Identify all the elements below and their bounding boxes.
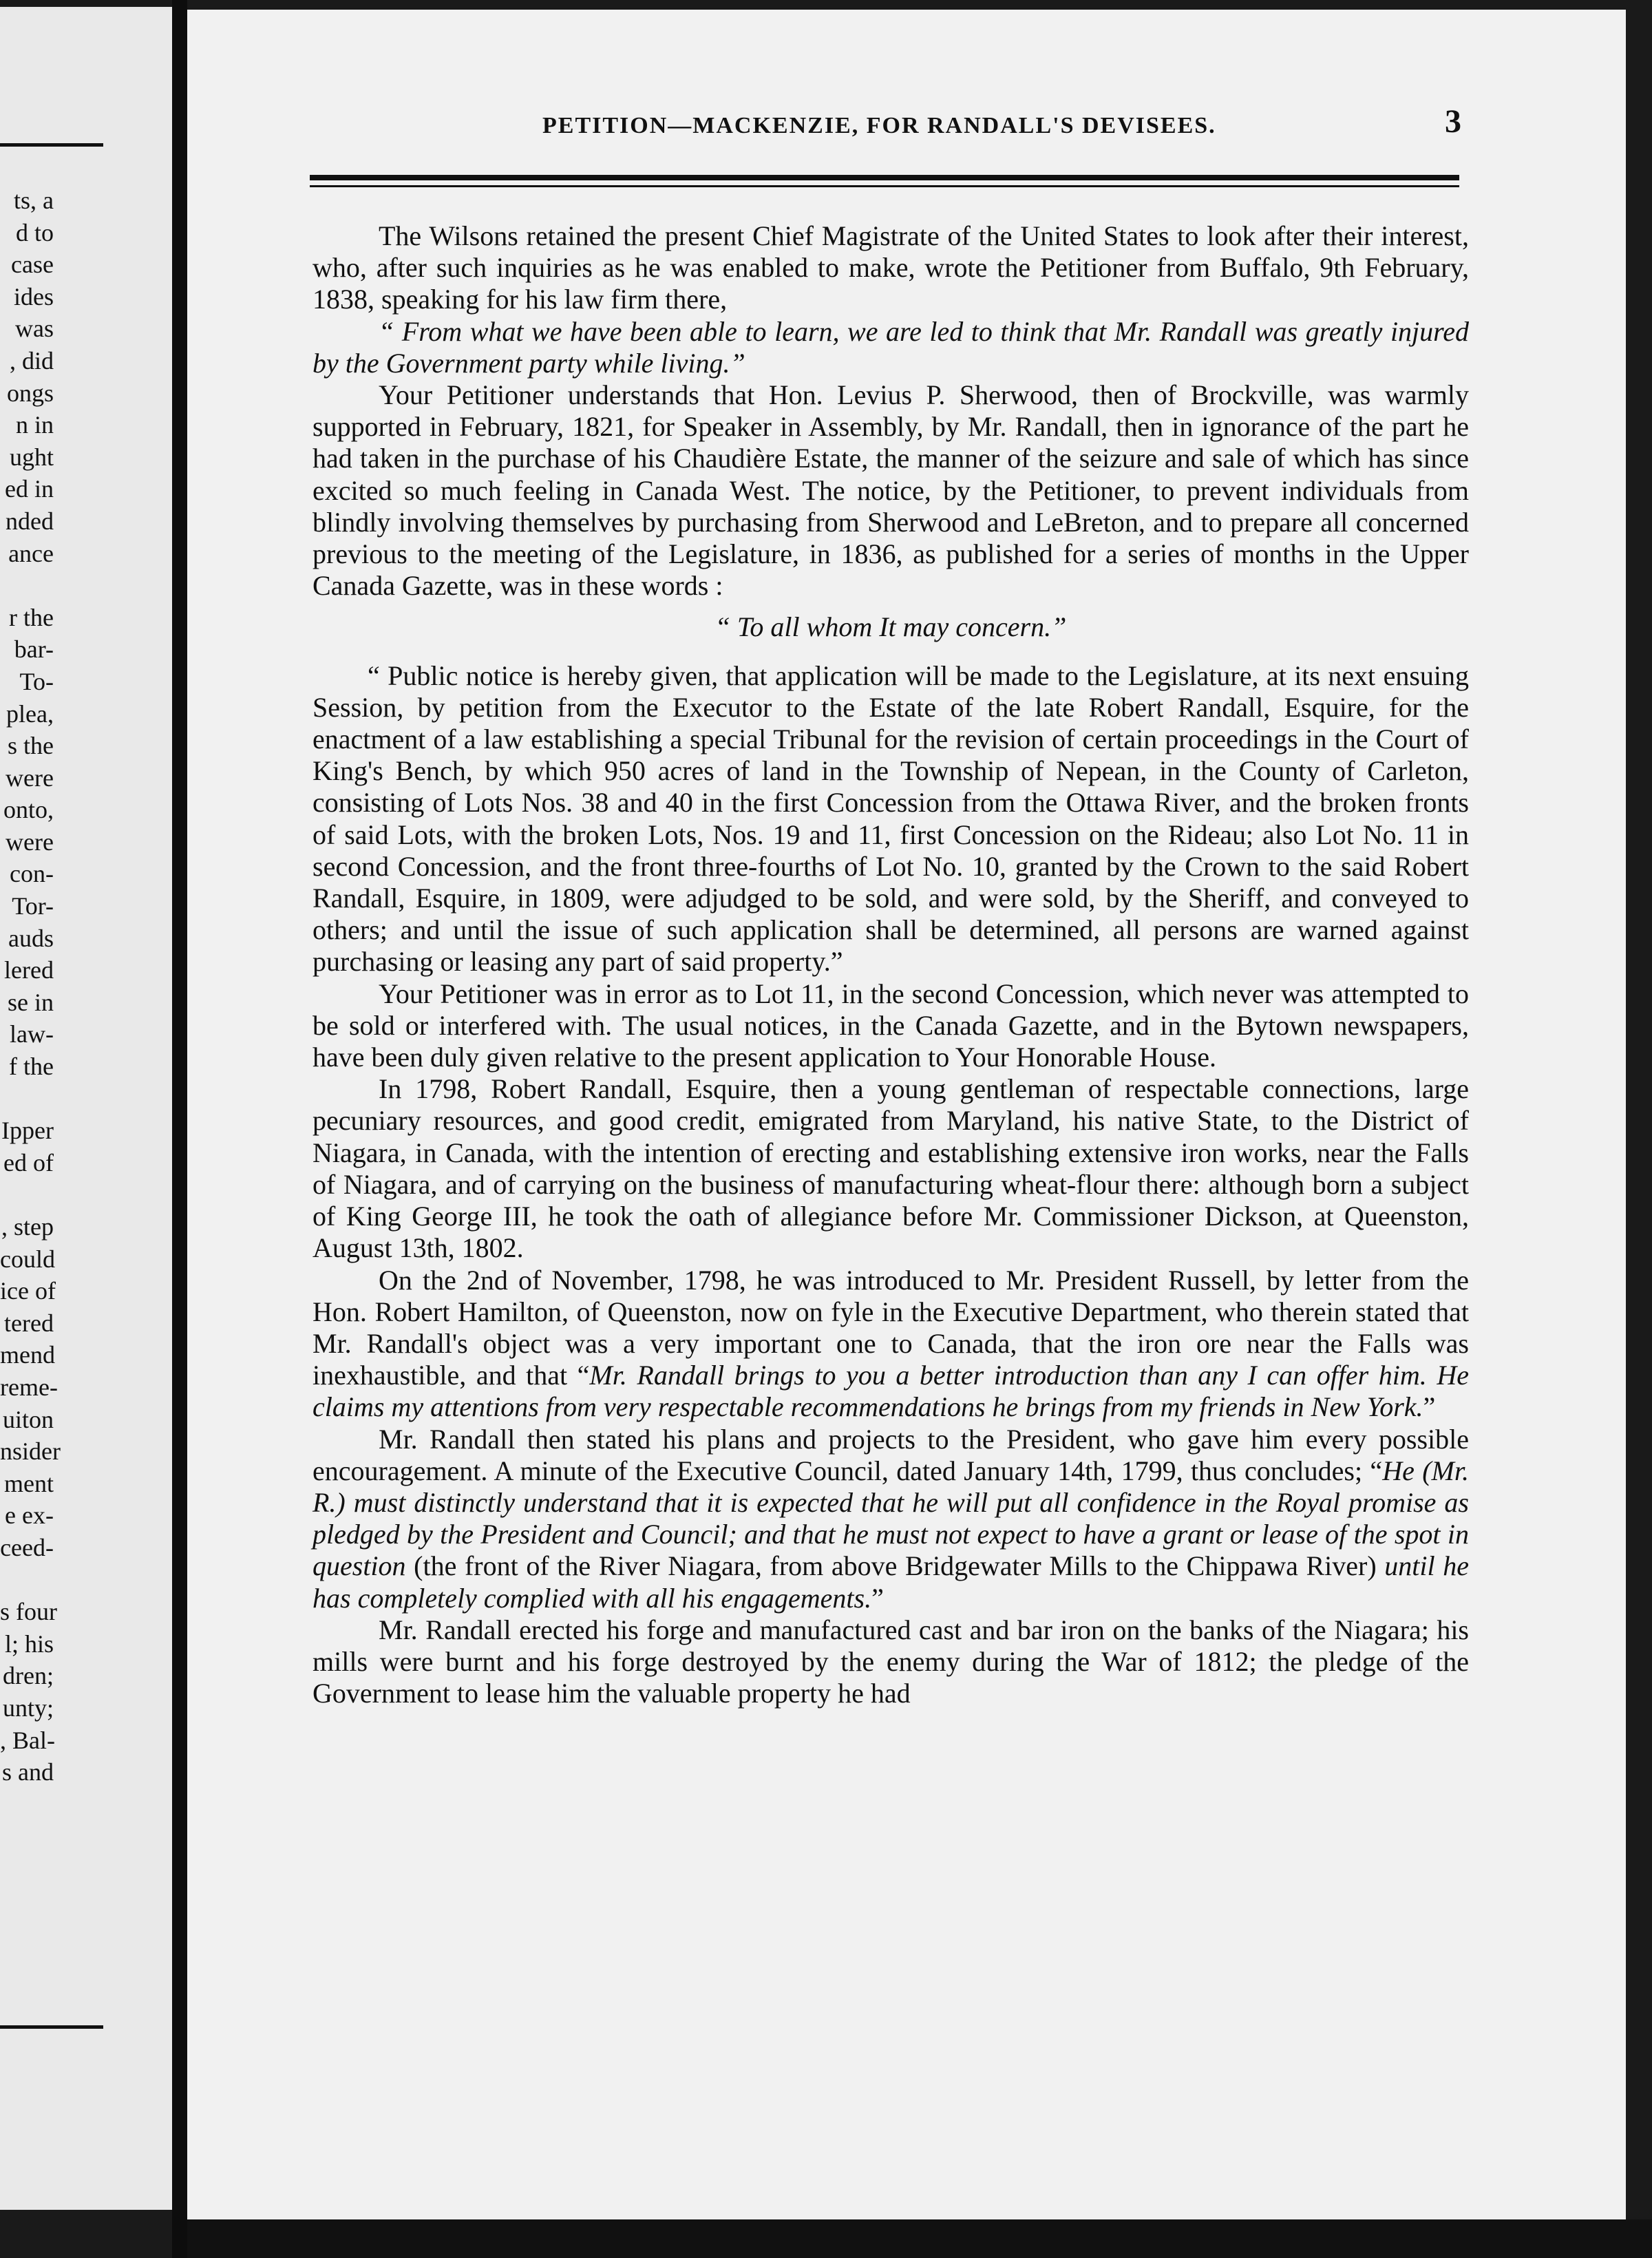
header-rule bbox=[310, 175, 1459, 180]
previous-page-text bbox=[0, 184, 61, 1789]
previous-page-line: , step bbox=[1, 1213, 54, 1241]
previous-page-line: s four bbox=[0, 1598, 57, 1626]
book-gutter bbox=[172, 0, 187, 2258]
previous-page-line: n in bbox=[15, 411, 54, 439]
previous-page-line: ment bbox=[4, 1469, 54, 1497]
paragraph-text: (the front of the River Niagara, from above Bridgewater Mills to the Chippawa River) bbox=[405, 1550, 1385, 1582]
previous-page-line: ed of bbox=[3, 1148, 54, 1177]
quotation-text: He (Mr. R.) must distinctly understand that it is expected that he will put all confidence in the Royal promise as pledged by the President and Council; and that he must not expect to have a grant or lease of the spot in question bbox=[313, 1455, 1469, 1582]
previous-page-line bbox=[0, 569, 54, 602]
previous-page-line: To- bbox=[19, 667, 54, 695]
previous-page-line bbox=[0, 1564, 54, 1596]
previous-page-line: lered bbox=[4, 956, 54, 984]
book-page bbox=[187, 10, 1626, 2219]
public-notice: “ Public notice is hereby given, that application will be made to the Legislature, at its next ensuing Session, by petition from the Executor to the Estate of the late Robert Randall, Esquire, for the enactment of a law establishing a special Tribunal for the revision of certain proceedings in the Court of King's Bench, by which 950 acres of land in the Township of Nepean, in the County of Carleton, consisting of Lots Nos. 38 and 40 in the first Concession from the Ottawa River, and the broken fronts of said Lots, with the broken Lots, Nos. 19 and 11, first Concession on the Rideau; also Lot No. 11 in second Concession, and the front three-fourths of Lot No. 10, granted by the Crown to the said Robert Randall, Esquire, in 1809, were adjudged to be sold, and were sold, by the Sheriff, and conveyed to others; and until the issue of such application shall be determined, all persons are warned against purchasing or leasing any part of said property.” bbox=[313, 660, 1469, 978]
previous-page-line: ceed- bbox=[0, 1533, 54, 1561]
page-number: 3 bbox=[1445, 103, 1461, 140]
previous-page-rule bbox=[0, 2025, 103, 2029]
previous-page-line: s the bbox=[8, 732, 54, 760]
previous-page-line: dren; bbox=[3, 1662, 54, 1690]
previous-page-line: nded bbox=[6, 507, 54, 535]
paragraph: In 1798, Robert Randall, Esquire, then a young gentleman of respectable connections, large pecuniary resources, and good credit, emigrated from Maryland, his native State, to the District of Niagara, in Canada, with the intention of erecting and establishing extensive iron works, near the Falls of Niagara, and of carrying on the business of manufacturing wheat-flour there: although born a subject of King George III, he took the oath of allegiance before Mr. Commissioner Dickson, at Queenston, August 13th, 1802. bbox=[313, 1073, 1469, 1264]
running-head: PETITION—MACKENZIE, FOR RANDALL'S DEVISEES. bbox=[542, 113, 1216, 138]
previous-page-line: unty; bbox=[2, 1693, 54, 1722]
previous-page-line: auds bbox=[8, 924, 54, 952]
previous-page-line: plea, bbox=[6, 699, 54, 728]
quotation-text: “ From what we have been able to learn, we are led to think that Mr. Randall was greatly injured by the Government party while living.” bbox=[313, 315, 1469, 379]
previous-page-line: e ex- bbox=[5, 1501, 54, 1530]
previous-page-line bbox=[0, 1179, 54, 1211]
quotation bbox=[313, 316, 1469, 379]
previous-page-rule bbox=[0, 143, 103, 147]
quotation-text: Mr. Randall brings to you a better introduction than any I can offer him. He claims my attentions from very respectable recommendations he brings from my friends in New York. bbox=[313, 1360, 1469, 1423]
previous-page-line: se in bbox=[8, 988, 54, 1016]
paragraph bbox=[313, 1265, 1469, 1424]
previous-page-line: law- bbox=[10, 1020, 54, 1048]
previous-page-line: uiton bbox=[2, 1405, 54, 1433]
previous-page-line: nsider bbox=[0, 1437, 61, 1466]
paragraph: The Wilsons retained the present Chief Magistrate of the United States to look after their interest, who, after such inquiries as he was enabled to make, wrote the Petitioner from Buffalo, 9th February, 1838, speaking for his law firm there, bbox=[313, 220, 1469, 315]
previous-page-line: was bbox=[15, 315, 54, 343]
previous-page-fragment bbox=[0, 7, 172, 2210]
notice-heading-text: “ To all whom It may concern.” bbox=[714, 611, 1067, 643]
previous-page-line: ongs bbox=[6, 379, 54, 407]
previous-page-line: ance bbox=[8, 539, 54, 567]
previous-page-line: ts, a bbox=[14, 187, 54, 214]
previous-page-line: , did bbox=[9, 346, 54, 374]
paragraph-text: Mr. Randall then stated his plans and projects to the President, who gave him every possible encouragement. A minute of the Executive Council, dated January 14th, 1799, thus concludes; “ bbox=[313, 1423, 1469, 1486]
previous-page-line: f the bbox=[9, 1053, 54, 1081]
scan-edge bbox=[187, 2219, 1652, 2258]
header-rule-thin bbox=[310, 185, 1459, 187]
previous-page-line: case bbox=[11, 251, 54, 279]
previous-page-line: were bbox=[6, 827, 54, 856]
previous-page-line: l; his bbox=[4, 1629, 54, 1658]
previous-page-line: d to bbox=[15, 218, 54, 246]
previous-page-line: bar- bbox=[14, 635, 54, 664]
previous-page-line: were bbox=[6, 763, 54, 792]
previous-page-line: ice of bbox=[0, 1277, 56, 1305]
paragraph bbox=[313, 1424, 1469, 1614]
paragraph: Mr. Randall erected his forge and manufactured cast and bar iron on the banks of the Niagara; his mills were burnt and his forge destroyed by the enemy during the War of 1812; the pledge of the Government to lease him the valuable property he had bbox=[313, 1614, 1469, 1709]
previous-page-line: r the bbox=[9, 603, 54, 631]
paragraph-text: On the 2nd of November, 1798, he was introduced to Mr. President Russell, by letter from the Hon. Robert Hamilton, of Queenston, now on fyle in the Executive Department, who therein stated that Mr. Randall's object was a very important one to Canada, that the iron ore near the Falls was inexhaustible, and that “ bbox=[313, 1264, 1469, 1391]
previous-page-line: mend bbox=[0, 1341, 55, 1369]
notice-heading bbox=[313, 611, 1469, 643]
previous-page-line: could bbox=[0, 1245, 55, 1273]
paragraph: Your Petitioner was in error as to Lot 11, in the second Concession, which never was attempted to be sold or interfered with. The usual notices, in the Canada Gazette, and in the Bytown newspapers, have been duly given relative to the present application to Your Honorable House. bbox=[313, 978, 1469, 1073]
previous-page-line: reme- bbox=[0, 1373, 58, 1401]
previous-page-line: ides bbox=[14, 282, 54, 310]
previous-page-line: Ipper bbox=[1, 1117, 54, 1145]
paragraph-text: ” bbox=[1423, 1391, 1436, 1423]
previous-page-line: Tor- bbox=[12, 892, 54, 920]
quotation-text: until he has completely complied with all his engagements. bbox=[313, 1550, 1469, 1614]
previous-page-line: onto, bbox=[3, 796, 54, 824]
paragraph: Your Petitioner understands that Hon. Levius P. Sherwood, then of Brockville, was warmly supported in February, 1821, for Speaker in Assembly, by Mr. Randall, then in ignorance of the part he had taken in the purchase of his Chaudière Estate, the manner of the seizure and sale of which has since excited so much feeling in Canada West. The notice, by the Petitioner, to prevent individuals from blindly involving themselves by purchasing from Sherwood and LeBreton, and to prepare all concerned previous to the meeting of the Legislature, in 1836, as published for a series of months in the Upper Canada Gazette, was in these words : bbox=[313, 379, 1469, 602]
previous-page-line: ed in bbox=[5, 475, 54, 503]
previous-page-line: ught bbox=[9, 443, 54, 471]
paragraph-text: ” bbox=[871, 1582, 884, 1614]
body-text bbox=[313, 220, 1469, 1709]
previous-page-line: tered bbox=[4, 1309, 54, 1337]
previous-page-line bbox=[0, 1083, 54, 1115]
previous-page-line: s and bbox=[2, 1758, 54, 1786]
previous-page-line: , Bal- bbox=[0, 1726, 55, 1754]
previous-page-line: con- bbox=[10, 860, 54, 888]
